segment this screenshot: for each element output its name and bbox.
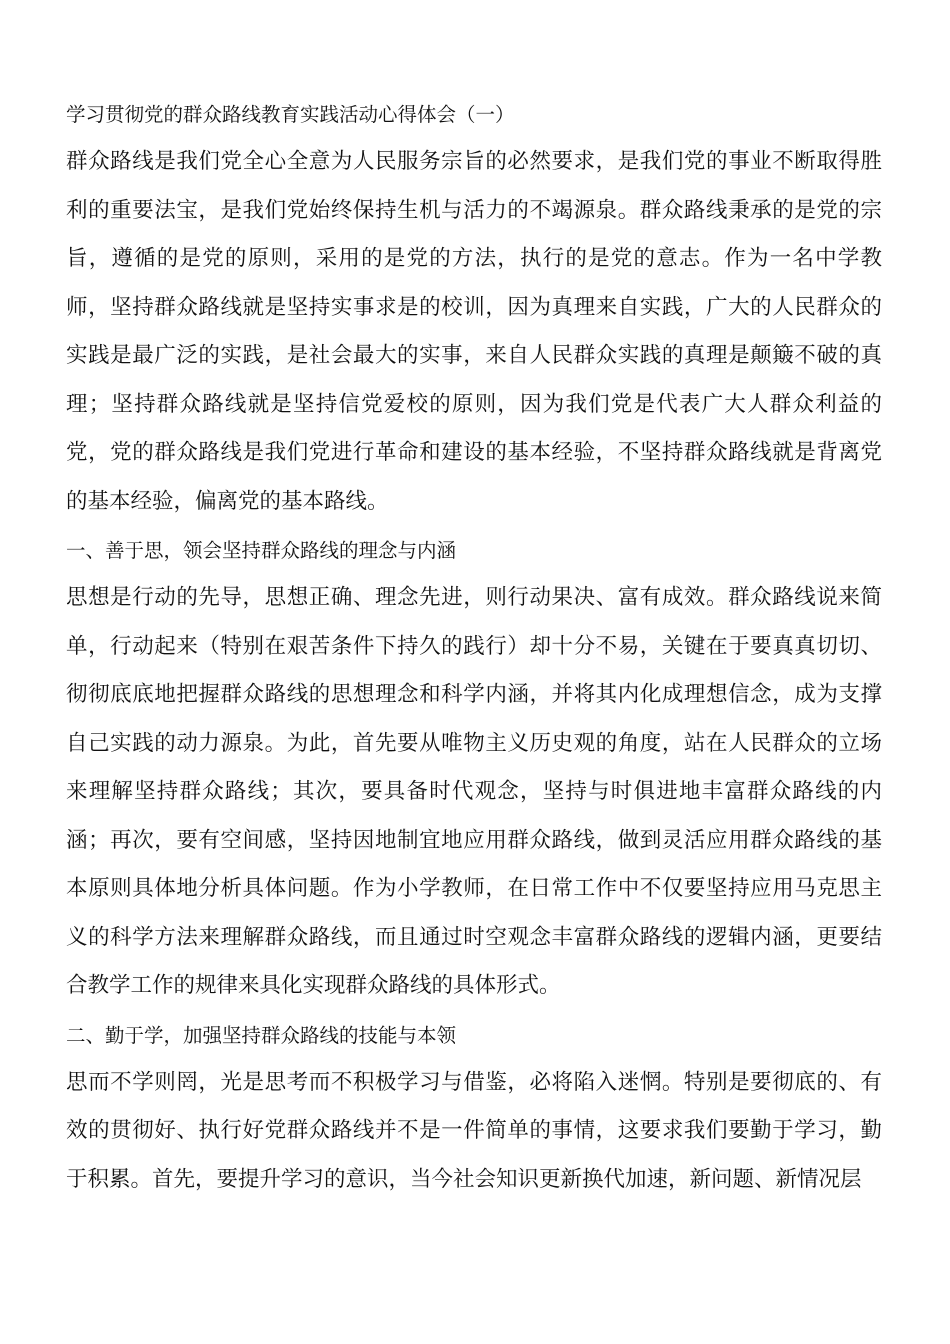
section-heading-2: 二、勤于学，加强坚持群众路线的技能与本领: [66, 1023, 457, 1047]
document-content: [66, 100, 882, 1204]
document-title: 学习贯彻党的群众路线教育实践活动心得体会（一）: [66, 103, 515, 126]
paragraph-section-1: 思想是行动的先导，思想正确、理念先进，则行动果决、富有成效。群众路线说来简单，行动起来（特别在艰苦条件下持久的践行）却十分不易，关键在于要真真切切、彻彻底底地把握群众路线的思想理念和科学内涵，并将其内化成理想信念，成为支撑自己实践的动力源泉。为此，首先要从唯物主义历史观的角度，站在人民群众的立场来理解坚持群众路线；其次，要具备时代观念，坚持与时俱进地丰富群众路线的内涵；再次，要有空间感，坚持因地制宜地应用群众路线，做到灵活应用群众路线的基本原则具体地分析具体问题。作为小学教师，在日常工作中不仅要坚持应用马克思主义的科学方法来理解群众路线，而且通过时空观念丰富群众路线的逻辑内涵，更要结合教学工作的规律来具化实现群众路线的具体形式。: [66, 585, 882, 998]
paragraph-section-2: 思而不学则罔，光是思考而不积极学习与借鉴，必将陷入迷惘。特别是要彻底的、有效的贯彻好、执行好党群众路线并不是一件简单的事情，这要求我们要勤于学习，勤于积累。首先，要提升学习的意识，当今社会知识更新换代加速，新问题、新情况层: [66, 1069, 882, 1192]
paragraph-intro: 群众路线是我们党全心全意为人民服务宗旨的必然要求，是我们党的事业不断取得胜利的重要法宝，是我们党始终保持生机与活力的不竭源泉。群众路线秉承的是党的宗旨，遵循的是党的原则，采用的是党的方法，执行的是党的意志。作为一名中学教师，坚持群众路线就是坚持实事求是的校训，因为真理来自实践，广大的人民群众的实践是最广泛的实践，是社会最大的实事，来自人民群众实践的真理是颠簸不破的真理；坚持群众路线就是坚持信党爱校的原则，因为我们党是代表广大人群众利益的党，党的群众路线是我们党进行革命和建设的基本经验，不坚持群众路线就是背离党的基本经验，偏离党的基本路线。: [66, 149, 882, 514]
section-heading-1: 一、善于思，领会坚持群众路线的理念与内涵: [66, 539, 457, 562]
